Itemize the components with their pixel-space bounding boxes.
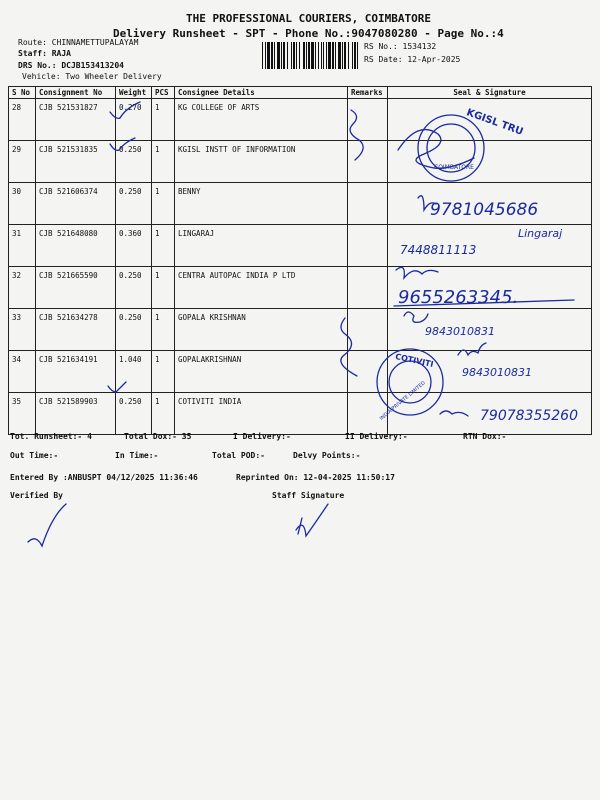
cell-pcs: 1 bbox=[152, 267, 175, 309]
vehicle-label: Vehicle: Two Wheeler Delivery bbox=[22, 72, 162, 81]
cell-consignment: CJB 521665590 bbox=[36, 267, 116, 309]
rs-number: RS No.: 1534132 bbox=[364, 42, 437, 51]
col-signature: Seal & Signature bbox=[388, 87, 592, 99]
handwritten-phone: 9843010831 bbox=[462, 366, 532, 379]
cell-consignee: CENTRA AUTOPAC INDIA P LTD bbox=[175, 267, 348, 309]
entered-by: Entered By :ANBUSPT 04/12/2025 11:36:46 bbox=[10, 473, 198, 482]
in-time: In Time:- bbox=[115, 451, 159, 460]
cell-weight: 0.270 bbox=[116, 99, 152, 141]
cell-pcs: 1 bbox=[152, 351, 175, 393]
cell-consignment: CJB 521634191 bbox=[36, 351, 116, 393]
cell-consignment: CJB 521634278 bbox=[36, 309, 116, 351]
kgisl-stamp-city: COIMBATORE bbox=[434, 164, 474, 171]
delvy-points: Delvy Points:- bbox=[293, 451, 361, 460]
signature-scribble bbox=[396, 267, 438, 278]
signature-scribble bbox=[404, 312, 428, 322]
col-consignee: Consignee Details bbox=[175, 87, 348, 99]
cell-consignee: GOPALA KRISHNAN bbox=[175, 309, 348, 351]
cell-consignee: KG COLLEGE OF ARTS bbox=[175, 99, 348, 141]
cell-consignee: BENNY bbox=[175, 183, 348, 225]
cell-sno: 28 bbox=[9, 99, 36, 141]
cell-sno: 35 bbox=[9, 393, 36, 435]
kgisl-stamp-text: KGISL TRU bbox=[464, 107, 525, 138]
ii-delivery: II Delivery:- bbox=[345, 432, 408, 441]
cell-weight: 0.250 bbox=[116, 309, 152, 351]
cell-sno: 32 bbox=[9, 267, 36, 309]
col-weight: Weight bbox=[116, 87, 152, 99]
cotiviti-stamp-text: COTIVITI bbox=[394, 352, 435, 369]
handwritten-phone: 7448811113 bbox=[400, 243, 477, 257]
cell-consignment: CJB 521589903 bbox=[36, 393, 116, 435]
cell-consignment: CJB 521606374 bbox=[36, 183, 116, 225]
total-dox: Total Dox:- 35 bbox=[124, 432, 192, 441]
verified-by-signature bbox=[28, 504, 66, 546]
cell-pcs: 1 bbox=[152, 225, 175, 267]
drs-number: DRS No.: DCJB153413204 bbox=[18, 61, 124, 70]
cell-sno: 33 bbox=[9, 309, 36, 351]
cell-weight: 0.250 bbox=[116, 183, 152, 225]
cell-pcs: 1 bbox=[152, 183, 175, 225]
cell-weight: 0.250 bbox=[116, 393, 152, 435]
total-pod: Total POD:- bbox=[212, 451, 265, 460]
handwritten-phone: 9843010831 bbox=[425, 325, 495, 338]
cell-sno: 29 bbox=[9, 141, 36, 183]
cell-consignee: LINGARAJ bbox=[175, 225, 348, 267]
reprinted-on: Reprinted On: 12-04-2025 11:50:17 bbox=[236, 473, 395, 482]
handwritten-name: Lingaraj bbox=[518, 227, 563, 240]
cell-weight: 0.250 bbox=[116, 267, 152, 309]
signature-scribble bbox=[440, 411, 468, 416]
cell-pcs: 1 bbox=[152, 309, 175, 351]
signature-scribble bbox=[458, 343, 486, 355]
staff-signature-label: Staff Signature bbox=[272, 491, 345, 500]
staff-label: Staff: RAJA bbox=[18, 49, 71, 58]
runsheet-title: Delivery Runsheet - SPT - Phone No.:9047080280 - Page No.:4 bbox=[113, 27, 504, 40]
handwritten-phone: 79078355260 bbox=[480, 408, 578, 424]
cell-consignment: CJB 521531835 bbox=[36, 141, 116, 183]
remarks-mark bbox=[341, 318, 357, 376]
cell-consignee: GOPALAKRISHNAN bbox=[175, 351, 348, 393]
cell-consignee: KGISL INSTT OF INFORMATION bbox=[175, 141, 348, 183]
cell-weight: 0.360 bbox=[116, 225, 152, 267]
signature-scribble bbox=[398, 130, 474, 169]
cell-weight: 1.040 bbox=[116, 351, 152, 393]
cell-consignment: CJB 521531827 bbox=[36, 99, 116, 141]
out-time: Out Time:- bbox=[10, 451, 59, 460]
handwritten-phone: 9781045686 bbox=[430, 200, 539, 220]
tick-mark bbox=[110, 102, 140, 118]
cell-consignment: CJB 521648080 bbox=[36, 225, 116, 267]
tot-runsheet: Tot. Runsheet:- 4 bbox=[10, 432, 92, 441]
rtn-dox: RTN Dox:- bbox=[463, 432, 507, 441]
cell-pcs: 1 bbox=[152, 141, 175, 183]
col-remarks: Remarks bbox=[348, 87, 388, 99]
verified-by-label: Verified By bbox=[10, 491, 63, 500]
handwritten-phone: 9655263345. bbox=[398, 287, 519, 308]
cell-sno: 31 bbox=[9, 225, 36, 267]
tick-mark bbox=[110, 138, 135, 150]
cotiviti-stamp-sub: INDIA PRIVATE LIMITED bbox=[378, 380, 427, 422]
tick-mark bbox=[108, 382, 126, 392]
company-name: THE PROFESSIONAL COURIERS, COIMBATORE bbox=[186, 12, 432, 25]
col-sno: S No bbox=[9, 87, 36, 99]
col-consignment: Consignment No bbox=[36, 87, 116, 99]
cell-sno: 30 bbox=[9, 183, 36, 225]
rs-date: RS Date: 12-Apr-2025 bbox=[364, 55, 461, 64]
staff-signature-mark bbox=[296, 504, 328, 536]
cell-weight: 0.250 bbox=[116, 141, 152, 183]
i-delivery: I Delivery:- bbox=[233, 432, 291, 441]
col-pcs: PCS bbox=[152, 87, 175, 99]
route-label: Route: CHINNAMETTUPALAYAM bbox=[18, 38, 139, 47]
cell-pcs: 1 bbox=[152, 99, 175, 141]
remarks-mark bbox=[350, 110, 363, 160]
cell-sno: 34 bbox=[9, 351, 36, 393]
cell-pcs: 1 bbox=[152, 393, 175, 435]
cell-consignee: COTIVITI INDIA bbox=[175, 393, 348, 435]
kgisl-stamp-outer bbox=[418, 115, 484, 181]
